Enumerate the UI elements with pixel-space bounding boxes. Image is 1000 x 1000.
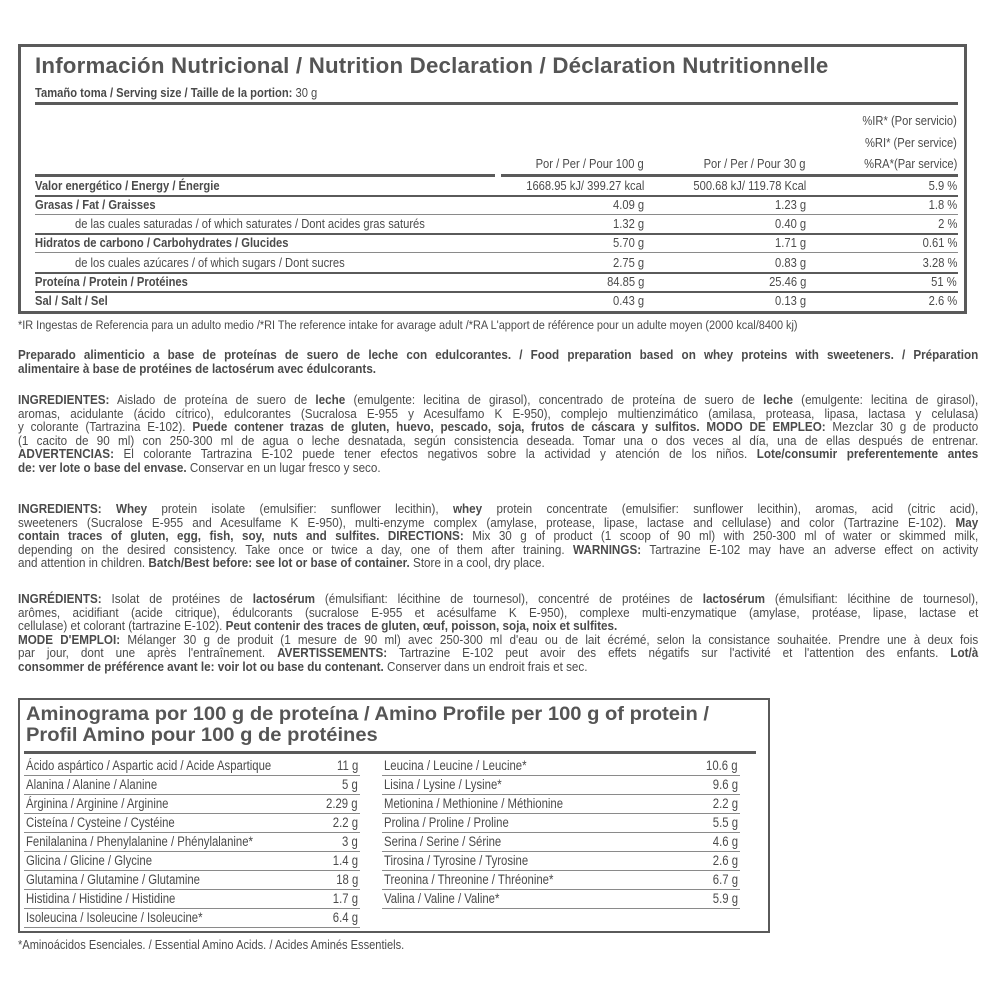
text: Aislado de proteína de suero de xyxy=(109,392,316,407)
amino-title xyxy=(26,704,709,746)
ingredients-es xyxy=(18,393,978,474)
amino-name: Valina / Valine / Valine* xyxy=(384,891,500,906)
nutrient-label: Grasas / Fat / Graisses xyxy=(35,197,156,212)
amino-name: Serina / Serine / Sérine xyxy=(384,834,502,849)
text: Tartrazine E-102 peut avoir des effets négatifs sur l'activité et l'attention des enfants. xyxy=(387,645,951,660)
nutrient-per-30g: 0.13 g xyxy=(774,293,806,308)
nutrient-per-30g: 1.23 g xyxy=(774,197,806,212)
amino-title-line: Profil Amino pour 100 g de protéines xyxy=(26,725,378,746)
header-per-100g: Por / Per / Pour 100 g xyxy=(535,156,644,171)
nutrient-label: Proteína / Protein / Protéines xyxy=(35,274,188,289)
amino-value: 11 g xyxy=(336,758,358,773)
amino-name: Alanina / Alanine / Alanine xyxy=(26,777,158,792)
text: aromas, acidulante (ácido cítrico), edulcorantes (Sucralosa E-955 y Acesulfamo K E-950), complejo multienzimático (amilasa, proteasa, lipasa, lactasa y celulasa) xyxy=(18,405,979,421)
ingredients-en xyxy=(18,502,978,570)
amino-value: 1.4 g xyxy=(332,853,358,868)
amino-row xyxy=(382,794,740,814)
allergen: lactosérum xyxy=(252,591,316,606)
allergen: leche xyxy=(315,392,346,407)
amino-value: 2.29 g xyxy=(326,796,358,811)
amino-row xyxy=(24,851,360,871)
text: par jour, dont une après l'entraînement. xyxy=(18,645,278,660)
amino-value: 1.7 g xyxy=(332,891,358,906)
amino-name: Treonina / Threonine / Thréonine* xyxy=(384,872,554,887)
nutrient-per-100g: 0.43 g xyxy=(612,293,644,308)
nutrient-ri-percent: 1.8 % xyxy=(928,197,957,212)
nutrient-label: Sal / Salt / Sel xyxy=(35,293,108,308)
divider xyxy=(35,174,495,177)
amino-name: Histidina / Histidine / Histidine xyxy=(26,891,176,906)
row-divider xyxy=(35,214,958,215)
label-avertissements: AVERTISSEMENTS: xyxy=(277,645,388,660)
serving-size-value: 30 g xyxy=(292,85,318,100)
reference-intake-footnote: *IR Ingestas de Referencia para un adulto medio /*RI The reference intake for avarage adult /*RA L'apport de référence pour un adulte moyen (2000 kcal/8400 kj) xyxy=(18,318,798,332)
nutrition-title: Información Nutricional / Nutrition Declaration / Déclaration Nutritionnelle xyxy=(35,53,829,78)
text: y colorante (Tartrazina E-102). xyxy=(18,419,193,434)
amino-name: Leucina / Leucine / Leucine* xyxy=(384,758,527,773)
text: Store in a cool, dry place. xyxy=(409,555,545,570)
text: (1 cacito de 90 ml) con 250-300 ml de agua o leche desnatada, según consistencia deseada. Tomar una o dos veces al día, una de ellas después de entrenar. xyxy=(18,432,979,448)
amino-value: 6.7 g xyxy=(712,872,738,887)
amino-row xyxy=(382,813,740,833)
nutrient-ri-percent: 0.61 % xyxy=(922,235,957,250)
amino-value: 3 g xyxy=(342,834,358,849)
text: Mezclar 30 g de producto xyxy=(825,419,979,434)
nutrient-ri-percent: 2.6 % xyxy=(928,293,957,308)
text: protein isolate (emulsifier: sunflower lecithin), xyxy=(147,501,453,516)
text: arômes, acidifiant (acide citrique), édulcorants (sucralose E-955 et acésulfame K E-950), complexe multi-enzymatique (amylase, protéase, lipase, lactase et xyxy=(18,604,979,620)
amino-row xyxy=(382,889,740,909)
label-ingredients-fr: INGRÉDIENTS: xyxy=(18,591,102,606)
nutrient-per-30g: 1.71 g xyxy=(774,235,806,250)
amino-name: Metionina / Methionine / Méthionine xyxy=(384,796,564,811)
amino-name: Fenilalanina / Phenylalanine / Phénylalanine* xyxy=(26,834,253,849)
label-warnings: WARNINGS: xyxy=(573,541,642,557)
nutrient-per-30g: 0.40 g xyxy=(774,216,806,231)
nutrient-per-30g: 500.68 kJ/ 119.78 Kcal xyxy=(693,178,806,193)
amino-name: Lisina / Lysine / Lysine* xyxy=(384,777,502,792)
amino-name: Cisteína / Cysteine / Cystéine xyxy=(26,815,175,830)
text: protein concentrate (emulsifier: sunflower lecithin), aromas, acid (citric acid), xyxy=(482,501,979,516)
nutrient-per-30g: 0.83 g xyxy=(774,255,806,270)
row-divider xyxy=(35,291,958,293)
serving-size xyxy=(35,85,317,100)
amino-row xyxy=(24,775,360,795)
header-ri-es: %IR* (Por servicio) xyxy=(862,113,957,128)
amino-name: Tirosina / Tyrosine / Tyrosine xyxy=(384,853,529,868)
divider xyxy=(35,102,958,105)
serving-size-label: Tamaño toma / Serving size / Taille de la portion: xyxy=(35,85,293,100)
amino-row xyxy=(382,851,740,871)
amino-row xyxy=(382,832,740,852)
essential-amino-footnote: *Aminoácidos Esenciales. / Essential Amino Acids. / Acides Aminés Essentiels. xyxy=(18,938,405,952)
amino-row xyxy=(24,908,360,928)
text: Isolat de protéines de xyxy=(101,591,253,606)
text: and attention in children. xyxy=(18,555,149,570)
header-ri-en: %RI* (Per service) xyxy=(865,135,957,150)
amino-value: 5.5 g xyxy=(712,815,738,830)
batch-label: Batch/Best before: see lot or base of container. xyxy=(148,555,410,570)
label-advertencias: ADVERTENCIAS: xyxy=(18,446,114,461)
row-divider xyxy=(35,252,958,253)
batch-label: consommer de préférence avant le: voir lot ou base du contenant. xyxy=(18,658,384,674)
label-ingredientes: INGREDIENTES: xyxy=(18,392,110,407)
text: Mélanger 30 g de produit (1 mesure de 90 ml) avec 250-300 ml d'eau ou de lait écrémé, selon la consistance souhaitée. Prendre une à deux fois xyxy=(120,631,979,647)
amino-name: Prolina / Proline / Proline xyxy=(384,815,509,830)
header-ra-fr: %RA*(Par service) xyxy=(863,156,957,171)
batch-label: de: ver lote o base del envase. xyxy=(18,459,187,475)
allergen: lactosérum xyxy=(702,591,765,606)
amino-row xyxy=(382,775,740,795)
amino-row xyxy=(382,756,740,776)
amino-value: 5.9 g xyxy=(712,891,738,906)
label-ingredients: INGREDIENTS: Whey xyxy=(18,501,148,516)
ingredients-fr xyxy=(18,592,978,673)
text: cellulase) et colorant (tartrazine E-102). xyxy=(18,618,226,633)
description-line: alimentaire à base de protéines de lactosérum avec édulcorants. xyxy=(18,360,377,376)
nutrient-per-100g: 2.75 g xyxy=(612,255,644,270)
text: sweeteners (Sucralose E-955 and Acesulfame K E-950), multi-enzyme complex (amylase, protease, lipase, lactase and cellulase) and color (Tartrazine E-102). xyxy=(18,514,956,530)
amino-value: 5 g xyxy=(342,777,358,792)
allergen: leche xyxy=(763,392,793,407)
amino-profile-table xyxy=(18,698,770,933)
allergen: whey xyxy=(452,501,483,516)
text: Conserver dans un endroit frais et sec. xyxy=(383,658,588,674)
allergen-warning: contain traces of gluten, egg, fish, soy, nuts and sulfites. DIRECTIONS: xyxy=(18,528,464,543)
label-mode-emploi: MODE D'EMPLOI: xyxy=(18,631,121,647)
nutrient-per-100g: 84.85 g xyxy=(606,274,644,289)
amino-value: 2.2 g xyxy=(712,796,738,811)
amino-value: 10.6 g xyxy=(706,758,738,773)
amino-value: 18 g xyxy=(335,872,358,887)
amino-value: 2.2 g xyxy=(332,815,358,830)
nutrient-ri-percent: 5.9 % xyxy=(928,178,957,193)
allergen-warning: Peut contenir des traces de gluten, œuf, poisson, soja, noix et sulfites. xyxy=(225,618,618,633)
amino-row xyxy=(24,870,360,890)
amino-row xyxy=(24,813,360,833)
batch-label: Lot/à xyxy=(950,645,979,660)
text: Conservar en un lugar fresco y seco. xyxy=(186,459,381,475)
text: Mix 30 g of product (1 scoop of 90 ml) with 250-300 ml of water or skimmed milk, xyxy=(463,528,979,543)
amino-row xyxy=(24,889,360,909)
amino-name: Ácido aspártico / Aspartic acid / Acide Aspartique xyxy=(26,758,272,773)
amino-name: Isoleucina / Isoleucine / Isoleucine* xyxy=(26,910,203,925)
nutrient-ri-percent: 2 % xyxy=(937,216,957,231)
amino-title-line: Aminograma por 100 g de proteína / Amino Profile per 100 g of protein / xyxy=(26,704,710,725)
text: (émulsifiant: lécithine de tournesol), concentré de protéines de xyxy=(315,591,703,606)
amino-name: Árginina / Arginine / Arginine xyxy=(26,796,169,811)
nutrient-per-30g: 25.46 g xyxy=(768,274,806,289)
amino-name: Glicina / Glicine / Glycine xyxy=(26,853,153,868)
text: Tartrazine E-102 may have an adverse effect on activity xyxy=(641,541,979,557)
amino-value: 6.4 g xyxy=(332,910,358,925)
amino-row xyxy=(382,870,740,890)
batch-label: Lote/consumir preferentemente antes xyxy=(756,446,979,461)
nutrient-label: Hidratos de carbono / Carbohydrates / Glucides xyxy=(35,235,289,250)
header-per-30g: Por / Per / Pour 30 g xyxy=(704,156,806,171)
amino-value: 4.6 g xyxy=(712,834,738,849)
nutrient-per-100g: 4.09 g xyxy=(612,197,644,212)
nutrition-declaration-table xyxy=(18,44,967,314)
amino-value: 2.6 g xyxy=(712,853,738,868)
nutrient-label: Valor energético / Energy / Énergie xyxy=(35,178,220,193)
allergen-warning: May xyxy=(955,514,979,530)
text: (émulsifiant: lécithine de tournesol), xyxy=(764,591,979,606)
nutrient-label: de las cuales saturadas / of which saturates / Dont acides gras saturés xyxy=(75,216,425,231)
nutrient-per-100g: 5.70 g xyxy=(612,235,644,250)
nutrient-per-100g: 1.32 g xyxy=(612,216,644,231)
nutrient-per-100g: 1668.95 kJ/ 399.27 kcal xyxy=(525,178,644,193)
row-divider xyxy=(35,195,958,197)
amino-row xyxy=(24,794,360,814)
description-line: Preparado alimenticio a base de proteínas de suero de leche con edulcorantes. / Food preparation based on whey proteins with sweeteners. / Préparation xyxy=(18,347,979,362)
divider xyxy=(501,174,958,177)
allergen-warning: Puede contener trazas de gluten, huevo, pescado, soja, frutos de cáscara y sulfitos. MODO DE EMPLEO: xyxy=(192,419,826,434)
nutrient-label: de los cuales azúcares / of which sugars / Dont sucres xyxy=(75,255,345,270)
product-description xyxy=(18,348,978,375)
divider xyxy=(24,751,756,754)
amino-name: Glutamina / Glutamine / Glutamine xyxy=(26,872,200,887)
text: (emulgente: lecitina de girasol), concentrado de proteína de suero de xyxy=(345,392,764,407)
text: (emulgente: lecitina de girasol), xyxy=(792,392,979,407)
nutrient-ri-percent: 3.28 % xyxy=(922,255,957,270)
text: depending on the desired consistency. Take once or twice a day, one of them after training. xyxy=(18,541,574,557)
amino-row xyxy=(24,832,360,852)
amino-row xyxy=(24,756,360,776)
text: El colorante Tartrazina E-102 puede tener efectos negativos sobre la actividad y atención de los niños. xyxy=(113,446,757,461)
amino-value: 9.6 g xyxy=(712,777,738,792)
nutrient-ri-percent: 51 % xyxy=(931,274,957,289)
